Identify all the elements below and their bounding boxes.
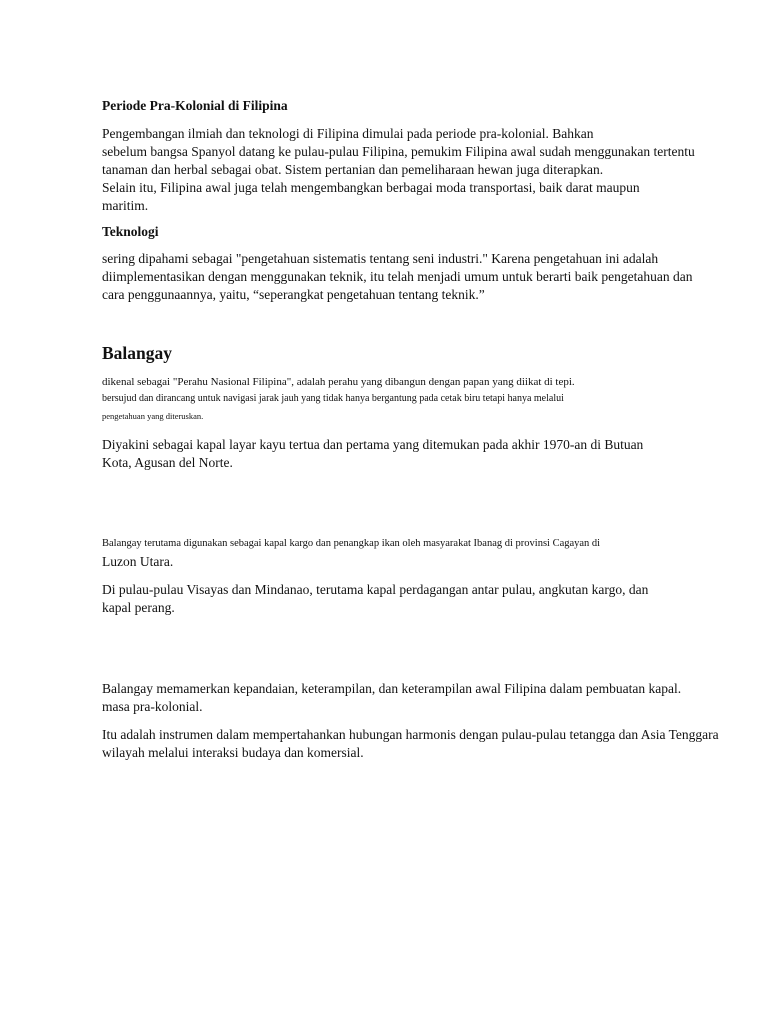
heading-balangay [102, 342, 172, 364]
paragraph-balangay-intro [102, 374, 575, 425]
paragraph-line: pengetahuan yang diteruskan. [102, 411, 204, 421]
paragraph-line: Itu adalah instrumen dalam mempertahankan hubungan harmonis dengan pulau-pulau tetangga dan Asia Tenggara [102, 727, 719, 742]
paragraph-line: bersujud dan dirancang untuk navigasi jarak jauh yang tidak hanya bergantung pada cetak biru tetapi hanya melalui [102, 393, 564, 404]
paragraph-line: masa pra-kolonial. [102, 699, 203, 714]
paragraph-line: Balangay terutama digunakan sebagai kapal kargo dan penangkap ikan oleh masyarakat Ibanag di provinsi Cagayan di [102, 538, 601, 549]
paragraph-line: Diyakini sebagai kapal layar kayu tertua dan pertama yang ditemukan pada akhir 1970-an di Butuan [102, 437, 644, 452]
paragraph-line: Pengembangan ilmiah dan teknologi di Filipina dimulai pada periode pra-kolonial. Bahkan [102, 126, 594, 141]
paragraph-line: Di pulau-pulau Visayas dan Mindanao, terutama kapal perdagangan antar pulau, angkutan kargo, dan [102, 582, 649, 597]
paragraph-line: kapal perang. [102, 600, 175, 615]
paragraph-line: Balangay memamerkan kepandaian, keterampilan, dan keterampilan awal Filipina dalam pembuatan kapal. [102, 681, 682, 696]
paragraph-line: maritim. [102, 198, 149, 213]
paragraph-pre-colonial [102, 125, 695, 215]
paragraph-line: tanaman dan herbal sebagai obat. Sistem pertanian dan pemeliharaan hewan juga diterapkan. [102, 162, 604, 177]
paragraph-line: diimplementasikan dengan menggunakan teknik, itu telah menjadi umum untuk berarti baik pengetahuan dan [102, 269, 693, 284]
paragraph-line: cara penggunaannya, yaitu, “seperangkat pengetahuan tentang teknik.” [102, 287, 485, 302]
paragraph-balangay-oldest [102, 436, 643, 472]
paragraph-line: Kota, Agusan del Norte. [102, 455, 233, 470]
paragraph-balangay-skills [102, 680, 681, 716]
paragraph-line: dikenal sebagai "Perahu Nasional Filipina", adalah perahu yang dibangun dengan papan yang diikat di tepi. [102, 376, 575, 388]
heading-text: Balangay [102, 343, 173, 363]
paragraph-balangay-relations [102, 726, 766, 762]
paragraph-balangay-visayas [102, 581, 648, 617]
heading-text: Teknologi [102, 224, 159, 239]
heading-teknologi [102, 224, 159, 240]
paragraph-balangay-usage [102, 535, 600, 571]
paragraph-line: wilayah melalui interaksi budaya dan komersial. [102, 745, 364, 760]
heading-text: Periode Pra-Kolonial di Filipina [102, 98, 288, 113]
paragraph-line: Luzon Utara. [102, 554, 174, 569]
paragraph-teknologi [102, 250, 692, 304]
heading-pre-colonial-period [102, 98, 288, 114]
paragraph-line: sering dipahami sebagai "pengetahuan sistematis tentang seni industri." Karena pengetahuan ini adalah [102, 251, 659, 266]
paragraph-line: Selain itu, Filipina awal juga telah mengembangkan berbagai moda transportasi, baik darat maupun [102, 180, 640, 195]
paragraph-line: sebelum bangsa Spanyol datang ke pulau-pulau Filipina, pemukim Filipina awal sudah menggunakan tertentu [102, 144, 695, 159]
